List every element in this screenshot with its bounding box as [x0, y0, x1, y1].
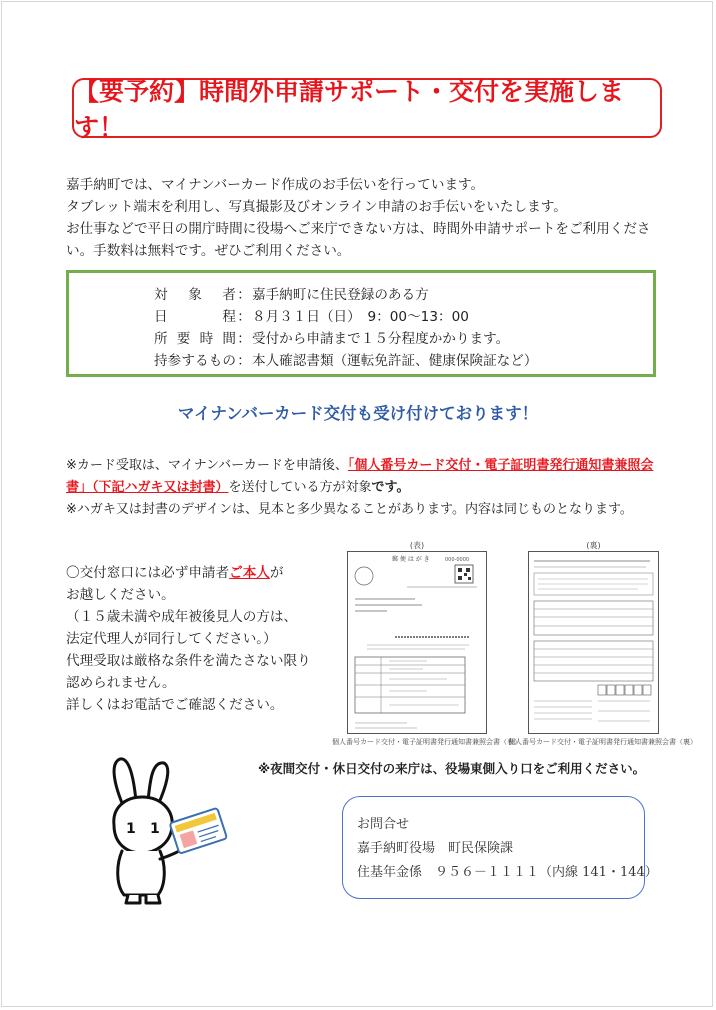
window-line: 詳しくはお電話でご確認ください。 [66, 697, 284, 713]
info-value: 受付から申請まで１５分程度かかります。 [252, 331, 510, 347]
intro-line: お仕事などで平日の開庁時間に役場へご来庁できない方は、時間外申請サポートをご利用ください。手数料は無料です。ぜひご利用ください。 [66, 221, 651, 259]
window-line: （１５歳未満や成年被後見人の方は、 [66, 609, 298, 625]
contact-office: 嘉手納町役場 町民保険課 [357, 841, 514, 856]
card-delivery-subtitle: マイナンバーカード交付も受け付けております！ [177, 404, 539, 423]
svg-text:1: 1 [150, 821, 160, 837]
applicant-in-person: ご本人 [229, 565, 270, 581]
window-line [66, 562, 346, 584]
contact-phone: 住基年金係 ９５６－１１１１（内線 141・144） [357, 865, 658, 880]
contact-box [342, 796, 658, 899]
window-text: 〇交付窓口には必ず申請者 [66, 565, 230, 581]
mascot-rabbit-icon [100, 755, 230, 905]
svg-text:郵 便 は が き: 郵 便 は が き [392, 556, 430, 563]
window-notice [66, 562, 346, 716]
window-line: 代理受取は厳格な条件を満たさない限り [66, 653, 311, 669]
svg-text:1: 1 [126, 821, 136, 837]
info-label: 所要時間 [154, 331, 236, 347]
card-front-caption: 個人番号カード交付・電子証明書発行通知書兼照会書（表） [332, 738, 521, 746]
card-front-label: (表) [409, 541, 425, 550]
pickup-notes [66, 455, 666, 521]
info-row-target [154, 284, 653, 306]
pickup-note-1 [66, 455, 666, 499]
page-title: 【要予約】時間外申請サポート・交付を実施します！ [74, 77, 625, 142]
card-back-label: (裏) [586, 541, 601, 550]
title-banner [72, 77, 662, 142]
intro-line: 嘉手納町では、マイナンバーカード作成のお手伝いを行っています。 [66, 177, 485, 193]
postcard-front-sample [347, 551, 487, 734]
intro-paragraph [66, 174, 656, 262]
event-info-box [66, 270, 656, 377]
window-line: お越しください。 [66, 587, 175, 603]
window-text: が [269, 565, 284, 581]
info-value: ８月３１日（日） 9：00〜13：00 [252, 309, 469, 325]
postcard-back-sample [528, 551, 659, 734]
svg-text:000-0000: 000-0000 [445, 557, 470, 563]
info-label: 日程 [154, 309, 236, 325]
notice-document-name: 「個人番号カード交付・電子証明書発行通知書兼照会書」（下記ハガキ又は封書） [66, 458, 654, 495]
note-text: を送付している方が対象 [228, 480, 372, 495]
info-row-duration [154, 328, 653, 350]
night-visit-note: ※夜間交付・休日交付の来庁は、役場東側入り口をご利用ください。 [258, 761, 646, 776]
window-line: 法定代理人が同行してください。） [66, 631, 277, 647]
info-colon: ： [237, 331, 251, 347]
info-value: 嘉手納町に住民登録のある方 [252, 287, 429, 303]
note-text: です。 [371, 480, 410, 495]
info-label: 持参するもの [154, 353, 236, 369]
info-row-bring [154, 350, 653, 372]
pickup-note-2: ※ハガキ又は封書のデザインは、見本と多少異なることがあります。内容は同じものとなります。 [66, 502, 633, 517]
intro-line: タブレット端末を利用し、写真撮影及びオンライン申請のお手伝いをいたします。 [66, 199, 567, 215]
mynumber-card-icon [170, 808, 227, 854]
contact-heading: お問合せ [357, 817, 410, 832]
card-back-caption: 個人番号カード交付・電子証明書発行通知書兼照会書（裏） [508, 738, 697, 746]
info-colon: ： [237, 309, 251, 325]
info-colon: ： [237, 353, 251, 369]
info-value: 本人確認書類（運転免許証、健康保険証など） [252, 353, 538, 369]
window-line: 認められません。 [66, 675, 176, 691]
note-text: ※カード受取は、マイナンバーカードを申請後、 [66, 458, 348, 473]
info-colon: ： [237, 287, 251, 303]
info-row-date [154, 306, 653, 328]
info-label: 対象者 [154, 287, 236, 303]
